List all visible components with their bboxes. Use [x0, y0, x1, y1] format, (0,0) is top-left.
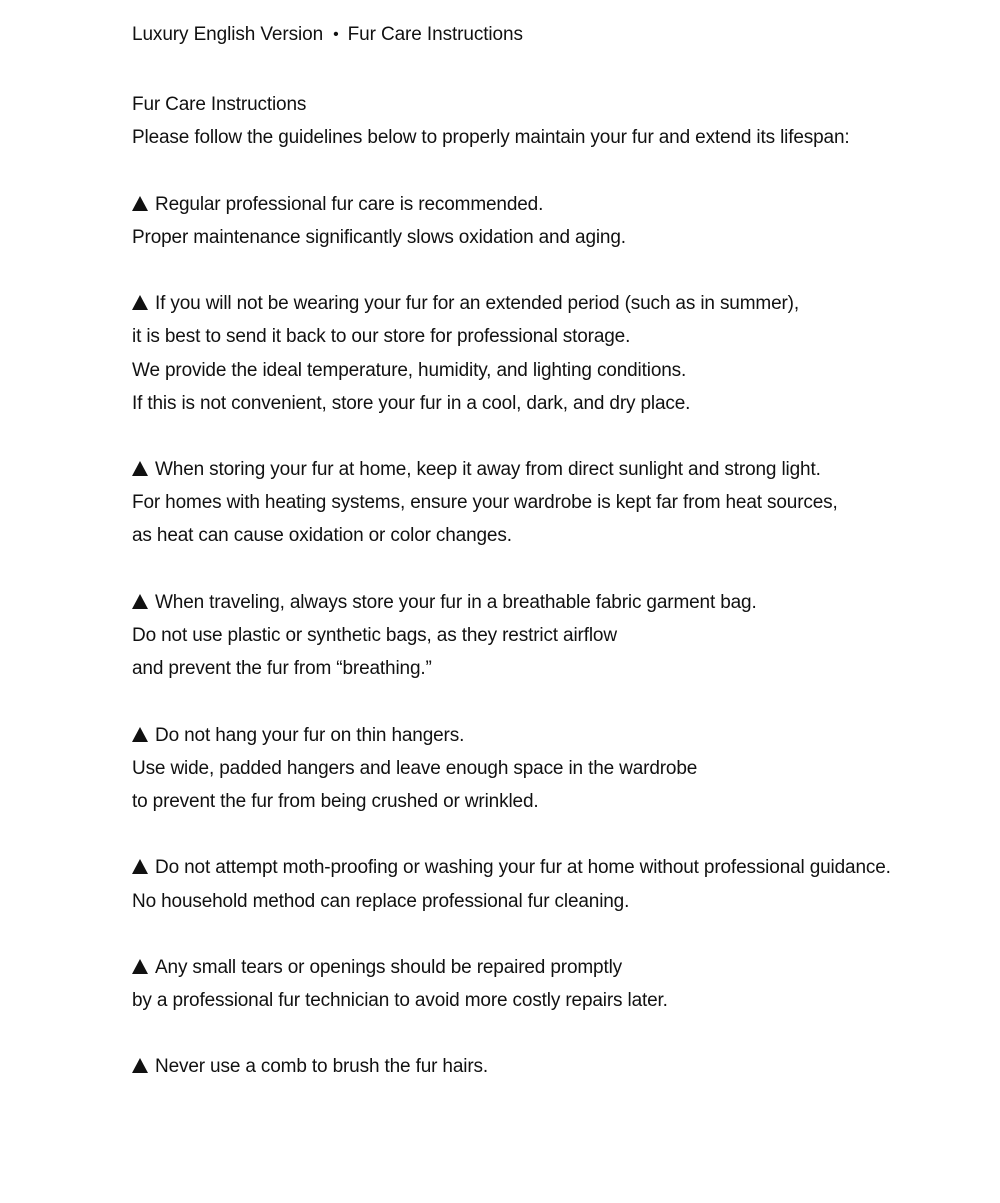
section-1-line-1: Regular professional fur care is recommended. — [132, 188, 992, 221]
section-2-line-1: If you will not be wearing your fur for an extended period (such as in summer), — [132, 287, 992, 320]
section-3-line-1: When storing your fur at home, keep it away from direct sunlight and strong light. — [132, 453, 992, 486]
spacer — [132, 918, 992, 951]
triangle-up-icon — [132, 727, 148, 742]
section-6-line-2: No household method can replace professional fur cleaning. — [132, 890, 630, 912]
document-title: Fur Care Instructions — [132, 94, 307, 115]
spacer — [132, 553, 992, 586]
section-7-line-2: by a professional fur technician to avoid more costly repairs later. — [132, 990, 668, 1012]
section-2-line-2: it is best to send it back to our store for professional storage. — [132, 326, 631, 348]
spacer — [132, 154, 992, 187]
document-body — [132, 88, 992, 1084]
triangle-up-icon — [132, 959, 148, 974]
section-2-line-4: If this is not convenient, store your fur in a cool, dark, and dry place. — [132, 392, 691, 414]
section-3-line-3: as heat can cause oxidation or color changes. — [132, 525, 512, 547]
page-bottom-margin — [0, 1120, 1000, 1203]
section-5-line-3: to prevent the fur from being crushed or wrinkled. — [132, 790, 539, 812]
section-3-line-2: For homes with heating systems, ensure your wardrobe is kept far from heat sources, — [132, 492, 838, 514]
spacer — [132, 1017, 992, 1050]
section-4-line-3: and prevent the fur from “breathing.” — [132, 658, 432, 680]
section-4-line-2: Do not use plastic or synthetic bags, as they restrict airflow — [132, 625, 617, 646]
header-document-title: Fur Care Instructions — [347, 24, 523, 45]
triangle-up-icon — [132, 461, 148, 476]
section-4-line-1: When traveling, always store your fur in a breathable fabric garment bag. — [132, 586, 992, 619]
section-2-line-3: We provide the ideal temperature, humidity, and lighting conditions. — [132, 359, 687, 381]
intro-paragraph: Please follow the guidelines below to properly maintain your fur and extend its lifespan: — [132, 127, 850, 149]
triangle-up-icon — [132, 196, 148, 211]
header-brand-version: Luxury English Version — [132, 24, 324, 45]
spacer — [132, 254, 992, 287]
triangle-up-icon — [132, 1058, 148, 1073]
section-5-line-2: Use wide, padded hangers and leave enough space in the wardrobe — [132, 757, 698, 779]
section-5-line-1: Do not hang your fur on thin hangers. — [132, 719, 992, 752]
spacer — [132, 685, 992, 718]
spacer — [132, 420, 992, 453]
section-8-line-1: Never use a comb to brush the fur hairs. — [132, 1050, 992, 1083]
page-header — [132, 23, 523, 48]
section-1-line-2: Proper maintenance significantly slows oxidation and aging. — [132, 226, 626, 248]
triangle-up-icon — [132, 859, 148, 874]
section-6-line-1: Do not attempt moth-proofing or washing your fur at home without professional guidance. — [132, 851, 992, 884]
triangle-up-icon — [132, 594, 148, 609]
section-7-line-1: Any small tears or openings should be repaired promptly — [132, 951, 992, 984]
triangle-up-icon — [132, 295, 148, 310]
spacer — [132, 818, 992, 851]
header-separator: • — [333, 26, 339, 43]
